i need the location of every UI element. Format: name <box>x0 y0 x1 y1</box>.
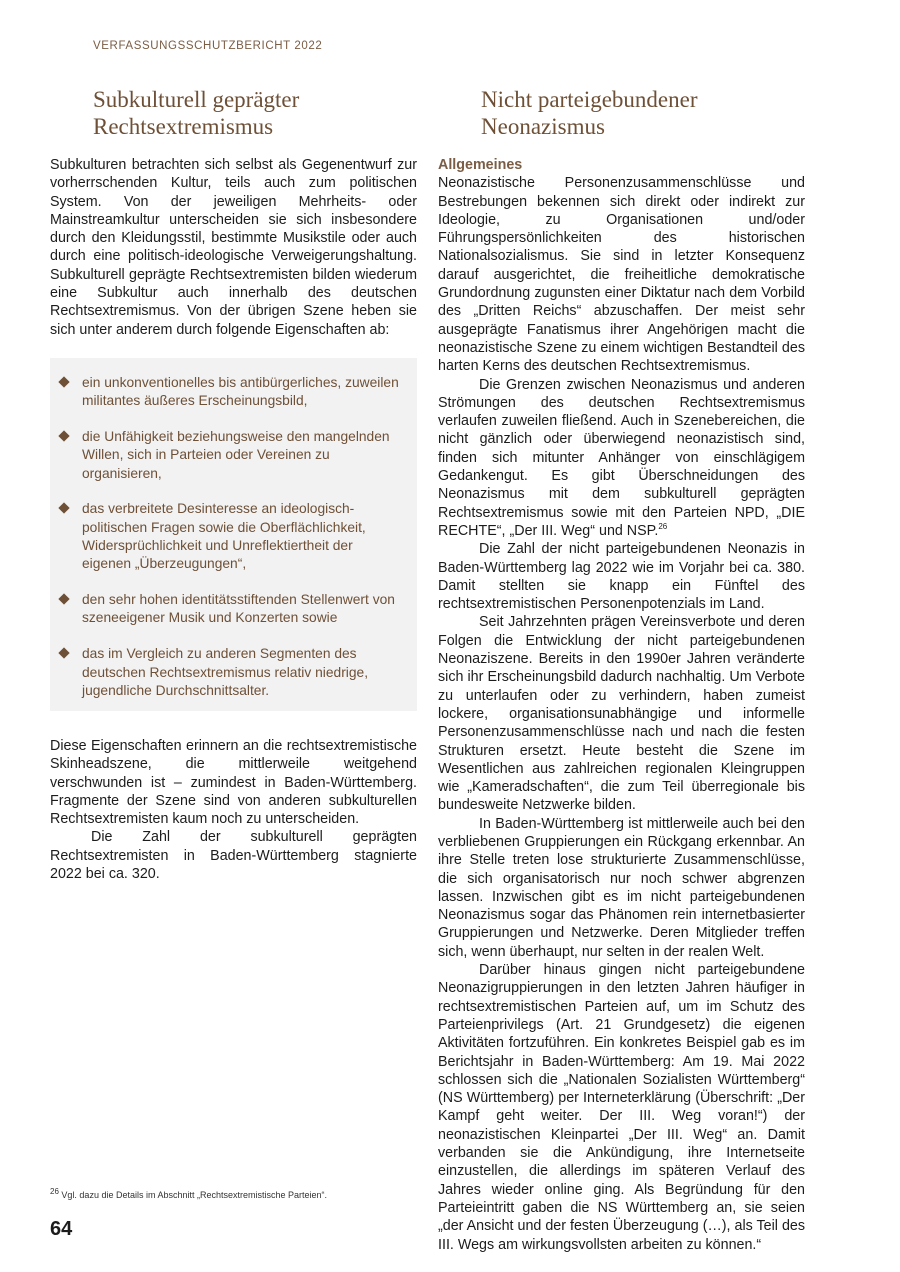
footnote <box>50 1187 328 1200</box>
left-paragraph-count: Die Zahl der subkulturell geprägten Rechtsextremisten in Baden-Württemberg stagnierte 2022 bei ca. 320. <box>50 829 417 883</box>
left-column-intro <box>50 156 417 339</box>
right-heading-line-2: Neonazismus <box>481 114 605 139</box>
left-heading-line-2: Rechtsextremismus <box>93 114 274 139</box>
right-paragraph-3: Die Zahl der nicht parteigebundenen Neonazis in Baden-Württemberg lag 2022 wie im Vorjahr bei ca. 380. Damit stellten sie knapp ein Fünftel des rechtsextremistischen Personenpotenzials im Land. <box>438 541 805 613</box>
right-paragraph-2 <box>438 376 805 541</box>
running-head: VERFASSUNGSSCHUTZBERICHT 2022 <box>93 40 323 52</box>
right-section-heading <box>481 86 811 140</box>
left-column-conclusion <box>50 737 417 883</box>
left-section-heading <box>93 86 423 140</box>
right-paragraph-4: Seit Jahrzehnten prägen Vereinsverbote und deren Folgen die Entwicklung der nicht parteigebundenen Neonaziszene. Bereits in den 1990er Jahren veränderte sich ihr Erscheinungsbild dadurch nachhaltig. Um Verbote zu unterlaufen oder zu verhindern, haben zumeist lockere, organisationsunabhängige und informelle Personenzusammenschlüsse nach und nach die festen Strukturen ersetzt. Heute besteht die Szene im Wesentlichen aus zahlreichen regionalen Kleingruppen wie „Kameradschaften“, die zum Teil überregionale bis bundesweite Netzwerke bilden. <box>438 614 805 814</box>
list-item <box>82 591 403 628</box>
characteristics-callout-box <box>50 358 417 711</box>
list-item-text: ein unkonventionelles bis antibürgerliches, zuweilen militantes äußeres Erscheinungsbild, <box>82 375 399 409</box>
list-item <box>82 645 403 700</box>
diamond-bullet-icon <box>58 430 69 441</box>
footnote-number: 26 <box>50 1187 59 1196</box>
list-item <box>82 428 403 483</box>
left-paragraph-skinhead: Diese Eigenschaften erinnern an die rechtsextremistische Skinheadszene, die mittlerweile weitgehend verschwunden ist – zumindest in Baden-Württemberg. Fragmente der Szene sind von anderen subkulturellen Rechtsextremisten kaum noch zu unterscheiden. <box>50 738 417 828</box>
right-paragraph-5: In Baden-Württemberg ist mittlerweile auch bei den verbliebenen Gruppierungen ein Rückgang erkennbar. An ihre Stelle treten lose strukturierte Zusammenschlüsse, die sich organisatorisch nur noch schwer abgrenzen lassen. Inzwischen gibt es im nicht parteigebundenen Neonazismus sogar das Phänomen rein internetbasierter Gruppierungen und Netzwerke. Deren Mitglieder treffen sich, wenn überhaupt, nur selten in der realen Welt. <box>438 815 805 960</box>
right-paragraph-2-text: Die Grenzen zwischen Neonazismus und anderen Strömungen des deutschen Rechtsextremismus verlaufen zuweilen fließend. Auch in Szenebereichen, die nicht gänzlich oder überwiegend neonazistisch sind, finden sich mitunter Anhänger von einschlägigem Gedankengut. Es gibt Überschneidungen des Neonazismus mit dem subkulturell geprägten Rechtsextremismus sowie mit den Parteien NPD, „DIE RECHTE“, „Der III. Weg“ und NSP. <box>438 376 805 539</box>
right-paragraph-1: Neonazistische Personenzusammenschlüsse und Bestrebungen bekennen sich direkt oder indirekt zur Ideologie, zu Organisationen und/oder Führungspersönlichkeiten des historischen Nationalsozialismus. Sie sind in letzter Konsequenz darauf ausgerichtet, die freiheitliche demokratische Grundordnung zugunsten einer Diktatur nach dem Vorbild des „Dritten Reichs“ abzuschaffen. Der meist sehr ausgeprägte Fanatismus ihrer Angehörigen macht die neonazistische Szene zu einem wichtigen Bestandteil des harten Kerns des deutschen Rechtsextremismus. <box>438 175 805 375</box>
diamond-bullet-icon <box>58 376 69 387</box>
right-column <box>438 156 805 1254</box>
left-heading-line-1: Subkulturell geprägter <box>93 87 300 112</box>
page-number: 64 <box>50 1218 73 1240</box>
list-item <box>82 500 403 573</box>
characteristics-list <box>50 358 417 700</box>
list-item-text: das verbreitete Desinteresse an ideologisch-politischen Fragen sowie die Oberflächlichkeit, Widersprüchlichkeit und Unreflektiertheit der eigenen „Überzeugungen“, <box>82 501 366 572</box>
left-intro-paragraph: Subkulturen betrachten sich selbst als Gegenentwurf zur vorherrschenden Kultur, teils auch zum politischen System. Von der jeweiligen Mehrheits- oder Mainstreamkultur unterscheiden sie sich insbesondere durch den Kleidungsstil, bestimmte Musikstile oder auch durch eine politisch-ideologische Verweigerungshaltung. Subkulturell geprägte Rechtsextremisten bilden wiederum eine Subkultur auch innerhalb des deutschen Rechtsextremismus. Von der übrigen Szene heben sie sich unter anderem durch folgende Eigenschaften ab: <box>50 157 417 338</box>
diamond-bullet-icon <box>58 503 69 514</box>
subheading-allgemeines: Allgemeines <box>438 157 523 173</box>
diamond-bullet-icon <box>58 594 69 605</box>
right-heading-line-1: Nicht parteigebundener <box>481 87 698 112</box>
footnote-text: Vgl. dazu die Details im Abschnitt „Rechtsextremistische Parteien“. <box>61 1190 328 1200</box>
footnote-reference[interactable]: 26 <box>658 522 668 532</box>
list-item-text: das im Vergleich zu anderen Segmenten des deutschen Rechtsextremismus relativ niedrige, jugendliche Durchschnittsalter. <box>82 646 369 698</box>
right-paragraph-6: Darüber hinaus gingen nicht parteigebundene Neonazigruppierungen in den letzten Jahren häufiger in rechtsextremistischen Parteien auf, um im Schutz des Parteienprivilegs (Art. 21 Grundgesetz) die eigenen Aktivitäten fortzuführen. Ein konkretes Beispiel gab es im Berichtsjahr in Baden-Württemberg: Am 19. Mai 2022 schlossen sich die „Nationalen Sozialisten Württemberg“ (NS Württemberg) per Interneterklärung (Überschrift: „Der Kampf geht weiter. Der III. Weg voran!“) der neonazistischen Kleinpartei „Der III. Weg“ an. Damit verbanden sie die Ankündigung, ihre Internetseite einzustellen, die allerdings im späteren Verlauf des Jahres wieder online ging. Als Begründung für den Parteieintritt gaben die NS Württemberg an, sie seien „der Ansicht und der festen Überzeugung (…), als Teil des III. Wegs am wirkungsvollsten arbeiten zu können.“ <box>438 962 805 1253</box>
list-item-text: die Unfähigkeit beziehungsweise den mangelnden Willen, sich in Parteien oder Vereinen zu organisieren, <box>82 429 390 481</box>
list-item <box>82 374 403 411</box>
list-item-text: den sehr hohen identitätsstiftenden Stellenwert von szeneeigener Musik und Konzerten sowie <box>82 592 395 626</box>
diamond-bullet-icon <box>58 648 69 659</box>
